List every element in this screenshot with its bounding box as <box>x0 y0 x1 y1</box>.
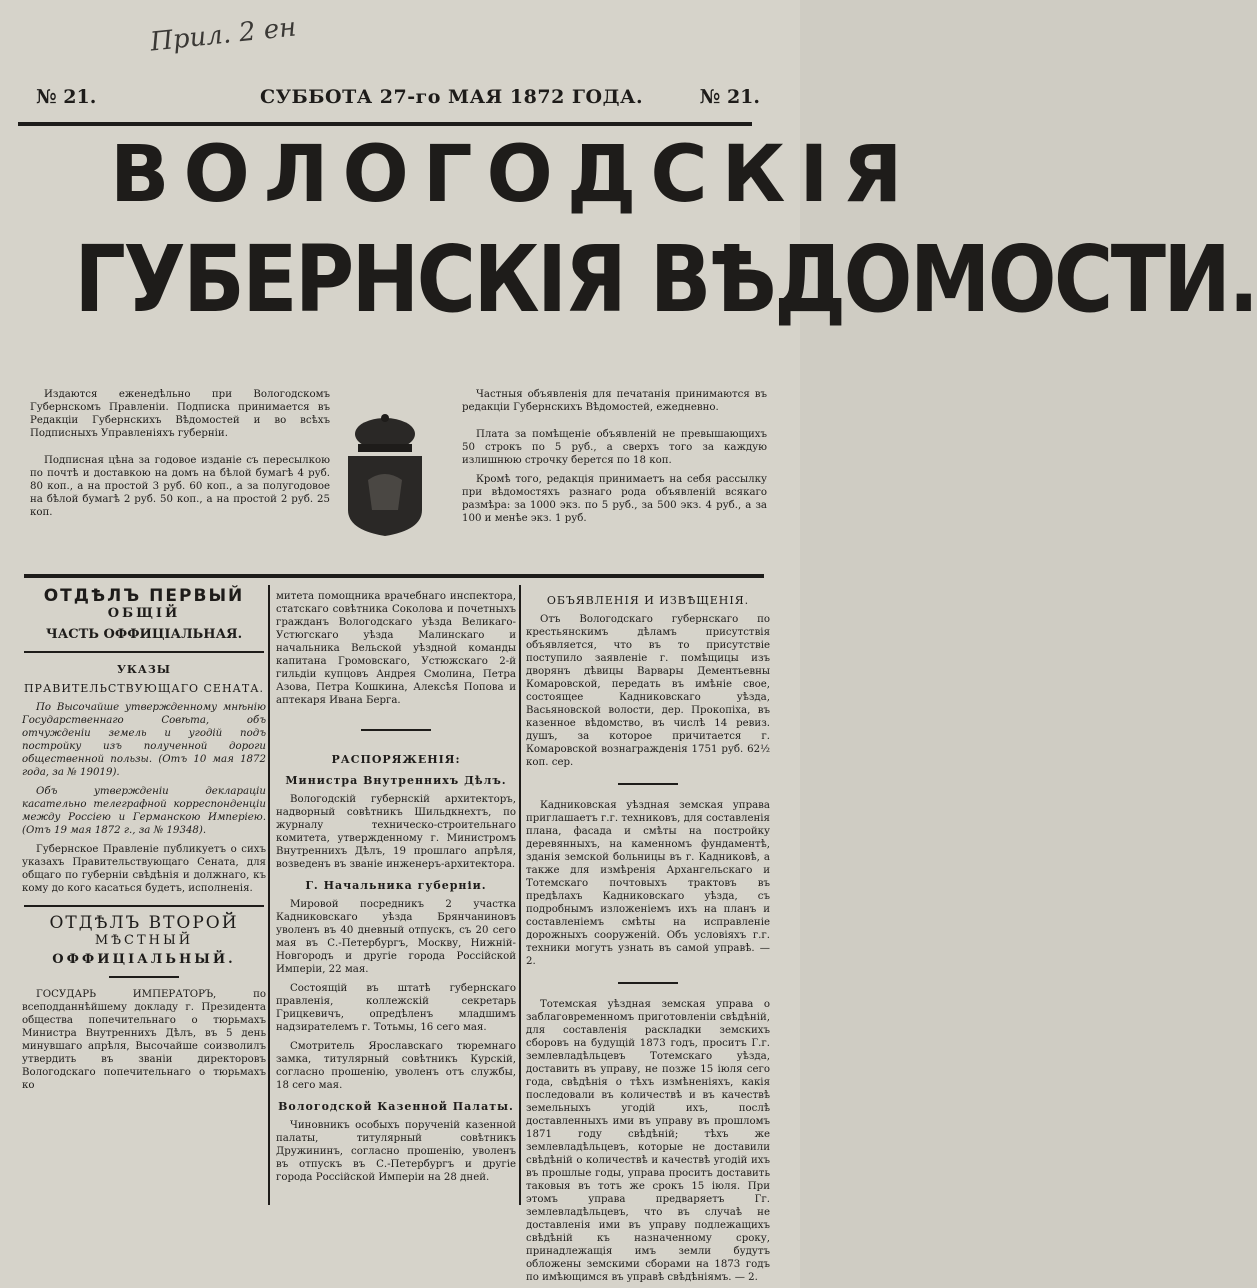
announcement-paragraph: Отъ Вологодскаго губернскаго по крестьянскимъ дѣламъ присутствія объявляется, что въ то присутствіе поступило заявленіе г. помѣщицы изъ дворянъ дѣвицы Варвары Дементьевны Комаровской, передать въ имѣніе свое, состоящее Кадниковскаго уѣзда, Васьяновской волости, дер. Прокопіха, въ казенное вѣдомство, въ числѣ 14 ревиз. душъ, за которое причитается г. Комаровской вознагражденія 1751 руб. 62½ коп. сер. <box>526 614 770 768</box>
masthead-rule <box>18 122 752 126</box>
section-2-title: ОТДѢЛЪ ВТОРОЙ <box>49 913 239 933</box>
section-1-subtitle: ОБЩІЙ <box>107 606 181 621</box>
column-3 <box>526 592 770 1283</box>
governor-heading: Г. Начальника губерніи. <box>305 879 487 892</box>
column-2-paragraph: Смотритель Ярославскаго тюремнаго замка, титулярный совѣтникъ Курскій, согласно прошенію, уволенъ отъ службы, 18 сего мая. <box>276 1041 516 1091</box>
section-2-paragraph: ГОСУДАРЬ ИМПЕРАТОРЪ, по всеподданнѣйшему докладу г. Президента общества попечительнаго о тюрьмахъ Министра Внутреннихъ Дѣлъ, въ 5 день минувшаго апрѣля, Высочайше соизволилъ утвердить въ званіи директоровъ Вологодскаго попечительнаго о тюрьмахъ ко <box>22 989 266 1091</box>
intro-left-paragraph: Издаются еженедѣльно при Вологодскомъ Губернскомъ Правленіи. Подписка принимается въ Редакціи Губернскихъ Вѣдомостей и во всѣхъ Подписныхъ Управленіяхъ губерніи. <box>30 389 330 439</box>
masthead-row <box>30 86 770 112</box>
divider <box>24 651 264 653</box>
decree-paragraph: Объ утвержденіи деклараціи касательно телеграфной корреспонденціи между Россіею и Германскою Имперіею. (Отъ 19 мая 1872 г., за № 19348). <box>22 786 266 836</box>
intro-right-paragraph: Частныя объявленія для печатанія принимаются въ редакціи Губернскихъ Вѣдомостей, ежедневно. <box>462 389 767 413</box>
column-2-paragraph: Чиновникъ особыхъ порученій казенной палаты, титулярный совѣтникъ Дружининъ, согласно прошенію, уволенъ въ отпускъ въ С.-Петербургъ и другіе города Россійской Имперіи на 28 дней. <box>276 1120 516 1183</box>
orders-heading: РАСПОРЯЖЕНІЯ: <box>331 753 461 766</box>
intro-right-paragraph: Плата за помѣщеніе объявленій не превышающихъ 50 строкъ по 5 руб., а сверхъ того за каждую излишнюю строчку берется по 18 коп. <box>462 429 767 466</box>
treasury-heading: Вологодской Казенной Палаты. <box>278 1100 514 1113</box>
announcement-paragraph: Кадниковская уѣздная земская управа приглашаетъ г.г. техниковъ, для составленія плана, фасада и смѣты на постройку деревянныхъ, на каменномъ фундаментѣ, зданія земской больницы въ г. Кадниковѣ, а также для измѣренія Архангельскаго и Тотемскаго почтовыхъ трактовъ въ предѣлахъ Кадниковскаго уѣзда, съ подробнымъ изложеніемъ ихъ на планъ и составленіемъ смѣты на исправленіе дорожныхъ сооруженій. Объ условіяхъ г.г. техники могутъ узнать въ самой управѣ. — 2. <box>526 800 770 967</box>
section-2-subtitle: МѢСТНЫЙ <box>94 933 194 948</box>
coat-of-arms-icon <box>340 410 430 540</box>
announcement-paragraph: Тотемская уѣздная земская управа о заблаговременномъ приготовленіи свѣдѣній, для составленія раскладки земскихъ сборовъ на будущій 1873 годъ, проситъ Г.г. землевладѣльцевъ Тотемскаго уѣзда, доставить въ управу, не позже 15 іюля сего года, свѣдѣнія о тѣхъ измѣненіяхъ, какія последовали въ количествѣ и въ качествѣ земельныхъ угодій ихъ, послѣ доставленныхъ ими въ управу въ прошломъ 1871 году свѣдѣній; тѣхъ же землевладѣльцевъ, которые не доставили свѣдѣній о количествѣ и качествѣ угодій ихъ въ прошлые годы, управа проситъ доставить таковыя въ тотъ же срокъ 15 іюля. При этомъ управа предваряетъ Гг. землевладѣльцевъ, что въ случаѣ не доставленія ими въ управу подлежащихъ свѣдѣній къ назначенному сроку, принадлежащія имъ земли будутъ обложены земскими сборами на 1873 годъ по имѣющимся въ управѣ свѣдѣніямъ. — 2. <box>526 999 770 1283</box>
column-2-paragraph: Вологодскій губернскій архитекторъ, надворный совѣтникъ Шильдкнехтъ, по журналу техническо-строительнаго комитета, утвержденному г. Министромъ Внутреннихъ Дѣлъ, 19 прошлаго апрѣля, возведенъ въ званіе инженеръ-архитектора. <box>276 794 516 870</box>
announcements-heading: ОБЪЯВЛЕНІЯ И ИЗВѢЩЕНІЯ. <box>546 594 750 607</box>
decree-paragraph: Губернское Правленіе публикуетъ о сихъ указахъ Правительствующаго Сената, для общаго по губерніи свѣдѣнія и должнаго, къ кому до кого касаться будетъ, исполненія. <box>22 844 266 894</box>
issue-number-left: № 21. <box>36 86 97 108</box>
intro-right <box>462 388 767 563</box>
column-1 <box>22 586 266 1210</box>
divider <box>618 982 678 984</box>
column-2-paragraph: Состоящій въ штатѣ губернскаго правленія, коллежскій секретарь Грицкевичъ, опредѣленъ младшимъ надзирателемъ г. Тотьмы, 16 сего мая. <box>276 983 516 1033</box>
title-line-1: ВОЛОГОДСКІЯ <box>110 130 917 220</box>
intro-rule <box>24 574 764 578</box>
column-2 <box>276 590 516 1210</box>
decree-paragraph: По Высочайше утвержденному мнѣнію Государственнаго Совѣта, объ отчужденіи земель и угодій подъ постройку изъ полученной дороги общественной пользы. (Отъ 10 мая 1872 года, за № 19019). <box>22 702 266 778</box>
issue-date: СУББОТА 27-го МАЯ 1872 ГОДА. <box>260 86 644 108</box>
senate-heading: ПРАВИТЕЛЬСТВУЮЩАГО СЕНАТА. <box>23 682 265 695</box>
issue-number-right: № 21. <box>699 86 760 108</box>
ministry-heading: Министра Внутреннихъ Дѣлъ. <box>285 774 507 787</box>
divider <box>109 976 179 978</box>
column-2-paragraph: митета помощника врачебнаго инспектора, статскаго совѣтника Соколова и почетныхъ гражданъ Вологодскаго уѣзда Великаго-Устюгскаго уѣзда Малинскаго и начальника Вельской уѣздной команды капитана Громовскаго, Устюжскаго 2-й гильдіи купцовъ Андрея Смолина, Петра Азова, Петра Кошкина, Алексѣя Попова и аптекаря Ивана Берга. <box>276 591 516 706</box>
intro-right-paragraph: Кромѣ того, редакція принимаетъ на себя рассылку при вѣдомостяхъ разнаго рода объявленій всякаго размѣра: за 1000 экз. по 5 руб., за 500 экз. 4 руб., а за 100 и менѣе экз. 1 руб. <box>462 474 767 524</box>
section-1-title: ОТДѢЛЪ ПЕРВЫЙ <box>43 586 245 606</box>
divider <box>361 729 431 731</box>
divider <box>24 905 264 907</box>
column-2-paragraph: Мировой посредникъ 2 участка Кадниковскаго уѣзда Брянчаниновъ уволенъ въ 40 дневный отпускъ, съ 20 сего мая въ С.-Петербургъ, Москву, Нижній-Новгородъ и другіе города Россійской Имперіи, 22 мая. <box>276 899 516 975</box>
decrees-heading: УКАЗЫ <box>116 663 172 676</box>
intro-left-paragraph: Подписная цѣна за годовое изданіе съ пересылкою по почтѣ и доставкою на домъ на бѣлой бумагѣ 4 руб. 80 коп., а на простой 3 руб. 60 коп., а за полугодовое на бѣлой бумагѣ 2 руб. 50 коп., а на простой 2 руб. 25 коп. <box>30 455 330 518</box>
divider <box>618 783 678 785</box>
column-rule <box>519 585 521 1205</box>
section-2-subtitle-2: ОФФИЦІАЛЬНЫЙ. <box>52 952 236 967</box>
column-rule <box>268 585 270 1205</box>
title-line-2: ГУБЕРНСКІЯ ВѢДОМОСТИ. <box>74 226 1257 333</box>
intro-left <box>30 388 330 563</box>
handwritten-note: Прил. 2 ен <box>148 12 298 58</box>
section-1-subtitle-2: ЧАСТЬ ОФФИЦІАЛЬНАЯ. <box>45 627 243 642</box>
